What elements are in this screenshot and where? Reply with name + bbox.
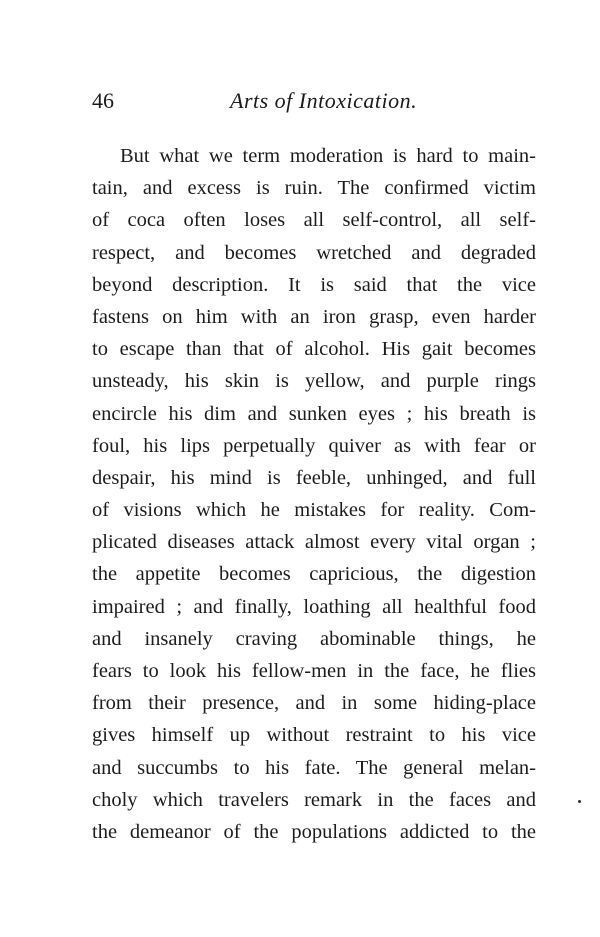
text-line: tain, and excess is ruin. The confirmed victim [92, 177, 536, 200]
text-line: despair, his mind is feeble, unhinged, and full [92, 466, 536, 489]
running-title: Arts of Intoxication. [230, 88, 418, 113]
text-line: impaired ; and finally, loathing all healthful food [92, 595, 536, 618]
text-line: gives himself up without restraint to his vice [92, 724, 536, 747]
text-line: the demeanor of the populations addicted to the [92, 820, 536, 843]
text-line: fastens on him with an iron grasp, even harder [92, 305, 536, 328]
text-line: foul, his lips perpetually quiver as with fear or [92, 434, 536, 457]
text-line: to escape than that of alcohol. His gait becomes [92, 338, 536, 361]
text-line: encircle his dim and sunken eyes ; his breath is [92, 402, 536, 425]
text-line: respect, and becomes wretched and degraded [92, 241, 536, 264]
text-line: of visions which he mistakes for reality. Com- [92, 499, 536, 522]
page-number: 46 [92, 88, 114, 113]
text-line: But what we term moderation is hard to main- [120, 145, 536, 167]
text-line: unsteady, his skin is yellow, and purple rings [92, 370, 536, 393]
page-header [92, 88, 532, 118]
ink-speck [578, 800, 581, 803]
text-line: plicated diseases attack almost every vital organ ; [92, 531, 536, 554]
text-line: beyond description. It is said that the vice [92, 273, 536, 296]
body-text [92, 140, 536, 848]
text-line: choly which travelers remark in the faces and [92, 788, 536, 811]
text-line: of coca often loses all self-control, all self- [92, 209, 536, 232]
text-line: the appetite becomes capricious, the digestion [92, 563, 536, 586]
text-line: and insanely craving abominable things, he [92, 627, 536, 650]
text-line: fears to look his fellow-men in the face, he flies [92, 660, 536, 682]
text-line: from their presence, and in some hiding-place [92, 692, 536, 715]
text-line: and succumbs to his fate. The general melan- [92, 756, 536, 779]
